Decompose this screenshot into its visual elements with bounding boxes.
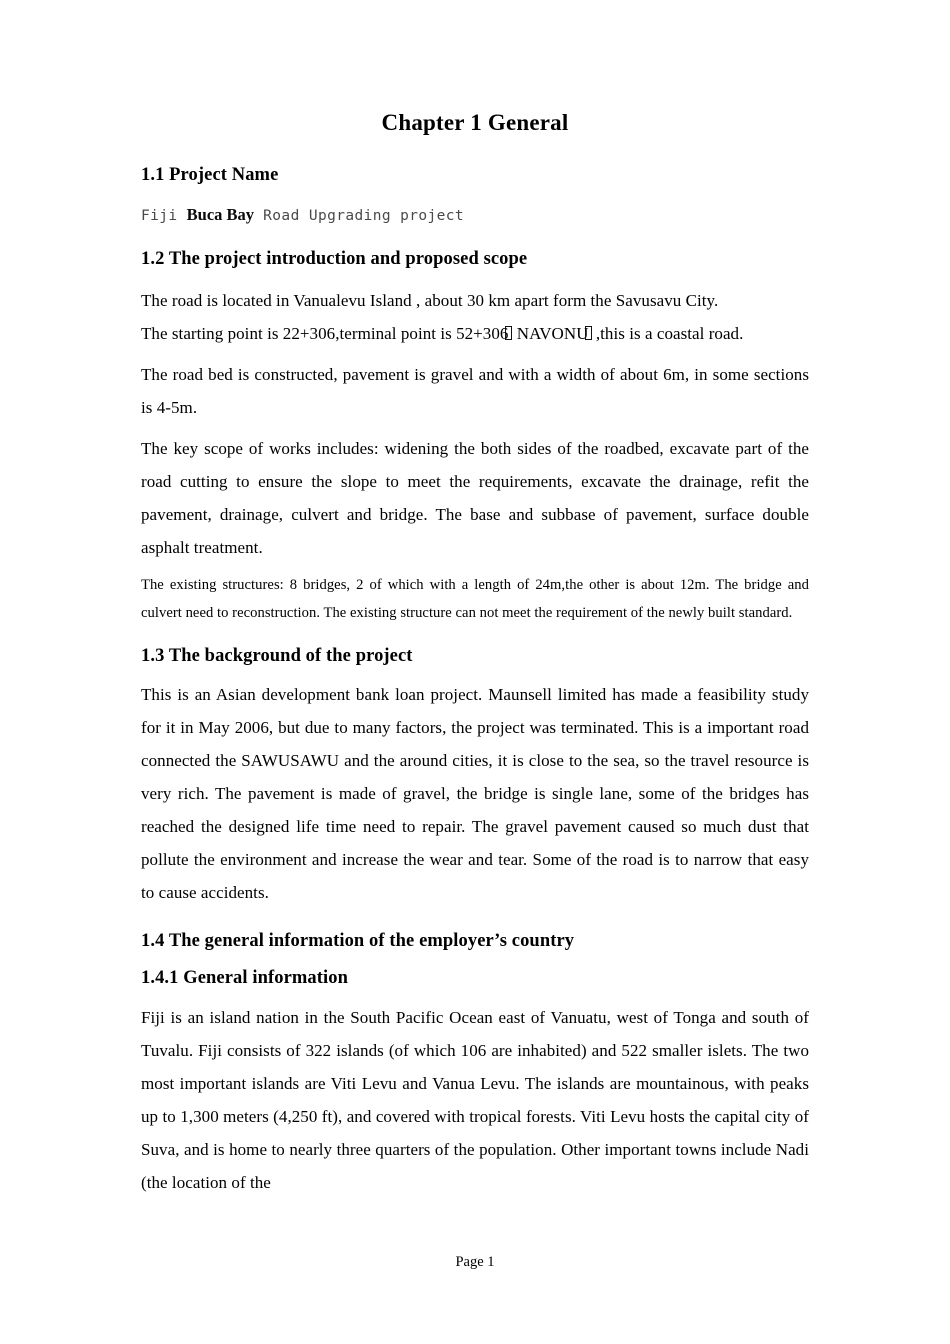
project-name-line	[141, 188, 809, 229]
page-title: Chapter 1 General	[381, 110, 569, 135]
paragraph-start-terminal-point	[141, 317, 809, 350]
start-terminal-text-b: NAVONU	[512, 324, 589, 343]
heading-1-1: 1.1 Project Name	[141, 165, 279, 185]
project-name-prefix: Fiji	[141, 208, 187, 224]
start-terminal-text-a: The starting point is 22+306,terminal point is 52+306	[141, 324, 509, 343]
page-footer: Page 1	[455, 1254, 495, 1270]
heading-1-4: 1.4 The general information of the employer’s country	[141, 931, 575, 951]
paragraph-road-bed: The road bed is constructed, pavement is gravel and with a width of about 6m, in some sections is 4-5m.	[141, 365, 809, 417]
project-name-suffix: Road Upgrading project	[254, 208, 465, 224]
paragraph-background: This is an Asian development bank loan project. Maunsell limited has made a feasibility study for it in May 2006, but due to many factors, the project was terminated. This is a important road connected the SAWUSAWU and the around cities, it is close to the sea, so the travel resource is very rich. The pavement is made of gravel, the bridge is single lane, some of the bridges has reached the designed life time need to repair. The gravel pavement caused so much dust that pollute the environment and increase the wear and tear. Some of the road is to narrow that easy to cause accidents.	[141, 685, 809, 902]
paragraph-general-information: Fiji is an island nation in the South Pacific Ocean east of Vanuatu, west of Tonga and south of Tuvalu. Fiji consists of 322 islands (of which 106 are inhabited) and 522 smaller islets. The two most important islands are Viti Levu and Vanua Levu. The islands are mountainous, with peaks up to 1,300 meters (4,250 ft), and covered with tropical forests. Viti Levu hosts the capital city of Suva, and is home to nearly three quarters of the population. Other important towns include Nadi (the location of the	[141, 1008, 809, 1192]
start-terminal-text-c: ,this is a coastal road.	[591, 324, 744, 343]
heading-1-3: 1.3 The background of the project	[141, 646, 413, 666]
paragraph-road-location: The road is located in Vanualevu Island , about 30 km apart form the Savusavu City.	[141, 291, 719, 310]
paragraph-existing-structures: The existing structures: 8 bridges, 2 of which with a length of 24m,the other is about 12m. The bridge and culvert need to reconstruction. The existing structure can not meet the requirement of the newly built standard.	[141, 577, 809, 621]
project-name-emphasis: Buca Bay	[186, 205, 255, 224]
heading-1-4-1: 1.4.1 General information	[141, 968, 349, 988]
heading-1-2: 1.2 The project introduction and proposed scope	[141, 249, 528, 269]
paragraph-key-scope: The key scope of works includes: widening the both sides of the roadbed, excavate part of the road cutting to ensure the slope to meet the requirements, excavate the drainage, refit the pavement, drainage, culvert and bridge. The base and subbase of pavement, surface double asphalt treatment.	[141, 439, 809, 557]
page-content	[141, 0, 809, 1199]
missing-glyph-close-paren-icon	[585, 326, 592, 340]
